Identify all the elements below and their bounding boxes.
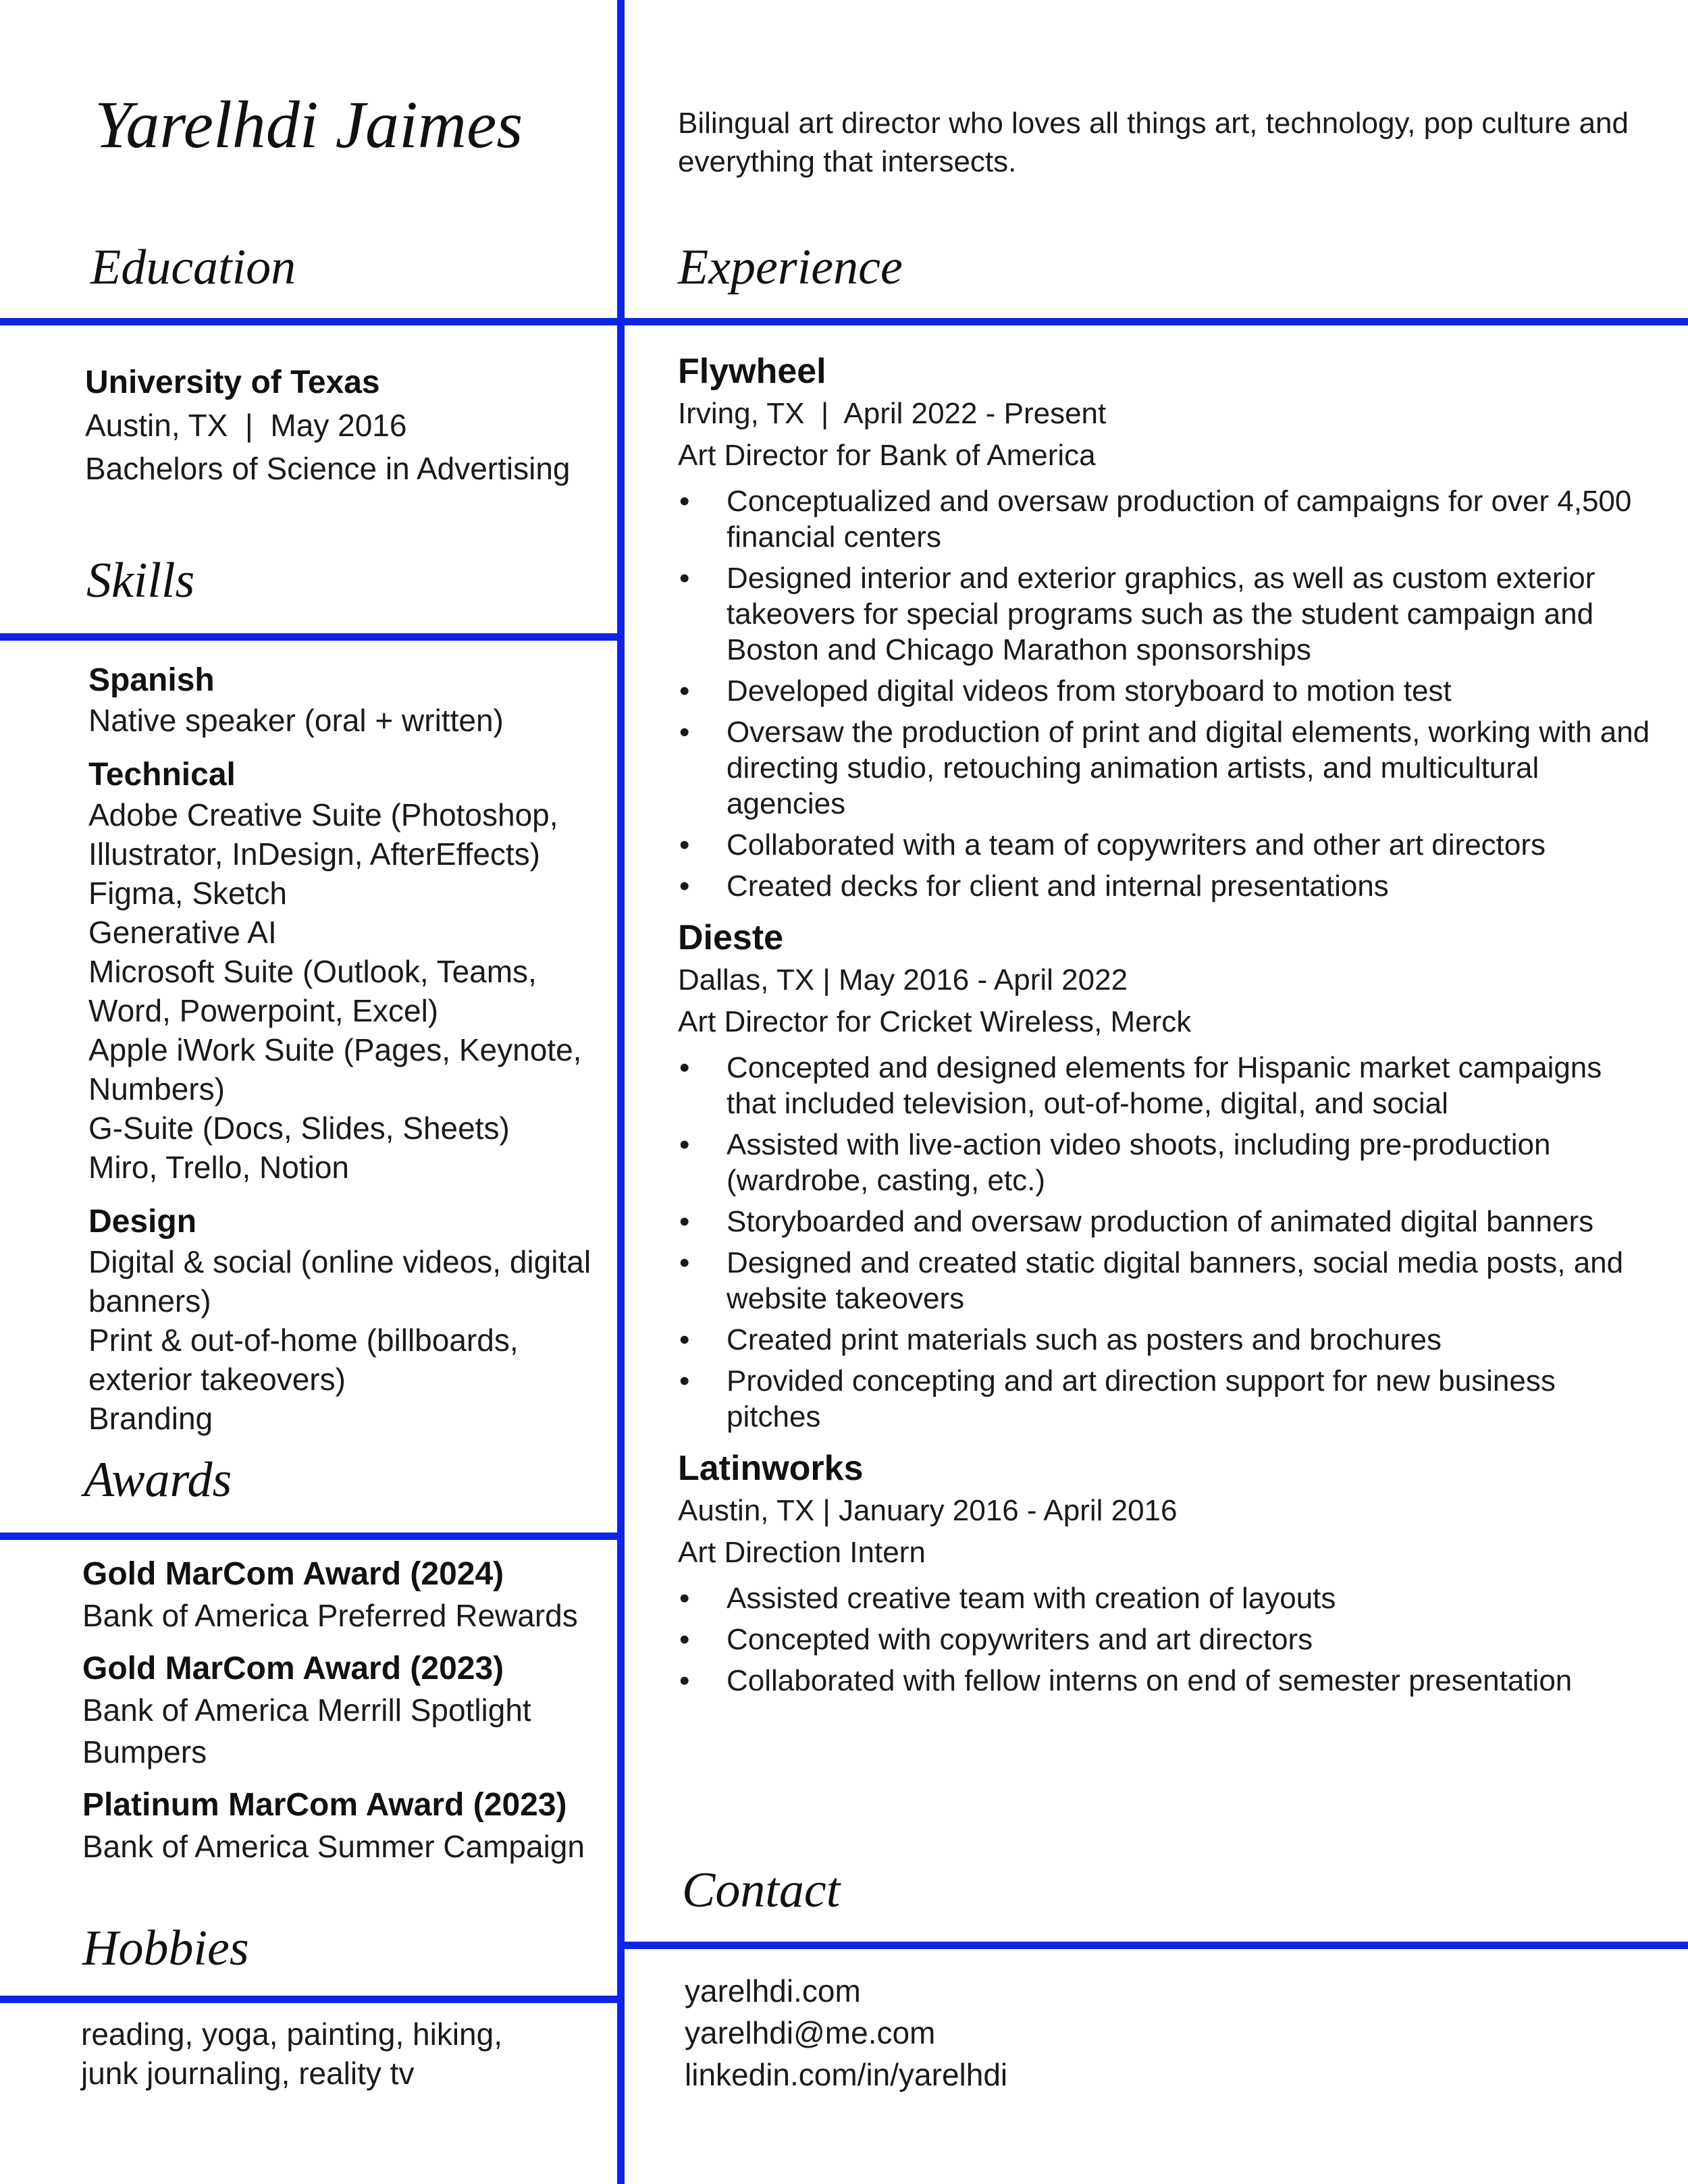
skill-line: Adobe Creative Suite (Photoshop, Illustrator, InDesign, AfterEffects)	[88, 797, 558, 872]
bullet-text: Concepted with copywriters and art directors	[727, 1623, 1313, 1656]
skill-line: Native speaker (oral + written)	[88, 703, 504, 738]
job-flywheel	[678, 350, 1650, 904]
education-heading: Education	[90, 240, 296, 295]
bullet-dot: •	[679, 1664, 690, 1697]
skill-group-title: Design	[88, 1204, 197, 1240]
bullet-text: Assisted creative team with creation of layouts	[727, 1582, 1336, 1615]
job-bullets	[678, 1050, 1650, 1435]
job-company: Latinworks	[678, 1449, 864, 1488]
bullet-item	[678, 1622, 1650, 1657]
job-role: Art Director for Cricket Wireless, Merck	[678, 1005, 1192, 1038]
job-role: Art Direction Intern	[678, 1536, 926, 1569]
job-location-date: Austin, TX | January 2016 - April 2016	[678, 1494, 1178, 1527]
job-company: Flywheel	[678, 352, 826, 391]
bullet-text: Created decks for client and internal presentations	[727, 870, 1389, 903]
school-name: University of Texas	[85, 365, 380, 400]
summary: Bilingual art director who loves all things art, technology, pop culture and everything that intersects.	[678, 107, 1629, 178]
job-location-date: Dallas, TX | May 2016 - April 2022	[678, 963, 1128, 996]
bullet-item	[678, 673, 1650, 709]
bullet-dot: •	[679, 828, 690, 861]
contact-linkedin[interactable]: linkedin.com/in/yarelhdi	[685, 2057, 1008, 2092]
award-item	[82, 1649, 609, 1773]
skill-line: Miro, Trello, Notion	[88, 1150, 350, 1185]
job-location-date: Irving, TX | April 2022 - Present	[678, 397, 1107, 430]
skill-line: Apple iWork Suite (Pages, Keynote, Numbers)	[88, 1032, 582, 1107]
contact-website[interactable]: yarelhdi.com	[685, 1973, 861, 2008]
bullet-text: Designed and created static digital banners, social media posts, and website takeovers	[727, 1246, 1624, 1315]
bullet-item	[678, 1363, 1650, 1435]
award-title: Gold MarCom Award (2023)	[82, 1651, 504, 1686]
bullet-item	[678, 1050, 1650, 1121]
contact-rule	[620, 1942, 1688, 1949]
award-item	[82, 1785, 609, 1867]
bullet-text: Storyboarded and oversaw production of animated digital banners	[727, 1205, 1594, 1238]
bullet-text: Created print materials such as posters and brochures	[727, 1323, 1442, 1356]
skill-line: G-Suite (Docs, Slides, Sheets)	[88, 1111, 510, 1146]
bullet-item	[678, 1245, 1650, 1316]
skill-group-spanish	[88, 660, 608, 740]
skills-heading: Skills	[86, 553, 195, 608]
award-desc: Bank of America Merrill Spotlight Bumpers	[82, 1693, 531, 1769]
job-bullets	[678, 1580, 1650, 1699]
bullet-item	[678, 1663, 1650, 1699]
skill-group-design	[88, 1202, 608, 1438]
bullet-dot: •	[679, 870, 690, 903]
contact-heading: Contact	[682, 1863, 841, 1918]
bullet-text: Assisted with live-action video shoots, including pre-production (wardrobe, casting, etc.)	[727, 1128, 1551, 1197]
award-desc: Bank of America Summer Campaign	[82, 1829, 585, 1864]
degree: Bachelors of Science in Advertising	[85, 451, 571, 486]
bullet-dot: •	[679, 674, 690, 708]
bullet-item	[678, 827, 1650, 863]
award-item	[82, 1554, 609, 1636]
school-location-date: Austin, TX | May 2016	[85, 408, 407, 443]
bullet-dot: •	[679, 716, 690, 749]
contact-section	[685, 1970, 1495, 2096]
bullet-dot: •	[679, 485, 690, 518]
award-title: Gold MarCom Award (2024)	[82, 1556, 504, 1592]
bullet-text: Designed interior and exterior graphics, as well as custom exterior takeovers for special programs such as the student campaign and Boston and Chicago Marathon sponsorships	[727, 562, 1595, 666]
bullet-dot: •	[679, 1051, 690, 1084]
bullet-text: Collaborated with a team of copywriters and other art directors	[727, 828, 1546, 861]
award-desc: Bank of America Preferred Rewards	[82, 1598, 578, 1633]
bullet-dot: •	[679, 1205, 690, 1238]
bullet-dot: •	[679, 1364, 690, 1397]
bullet-item	[678, 1204, 1650, 1240]
skill-group-title: Spanish	[88, 662, 215, 698]
skill-line: Microsoft Suite (Outlook, Teams, Word, Powerpoint, Excel)	[88, 954, 537, 1028]
bullet-text: Concepted and designed elements for Hispanic market campaigns that included television, out-of-home, digital, and social	[727, 1051, 1602, 1120]
job-latinworks	[678, 1447, 1650, 1699]
bullet-text: Conceptualized and oversaw production of campaigns for over 4,500 financial centers	[727, 485, 1632, 554]
bullet-text: Collaborated with fellow interns on end of semester presentation	[727, 1664, 1573, 1697]
bullet-text: Oversaw the production of print and digital elements, working with and directing studio, retouching animation artists, and multicultural agencies	[727, 716, 1650, 820]
awards-heading: Awards	[84, 1452, 232, 1508]
experience-section	[678, 350, 1650, 1704]
education-section	[85, 363, 598, 485]
hobbies-heading: Hobbies	[82, 1921, 249, 1976]
skill-group-technical	[88, 755, 608, 1187]
education-experience-rule	[0, 318, 1688, 325]
skill-line: Figma, Sketch	[88, 876, 287, 911]
experience-heading: Experience	[678, 240, 903, 295]
bullet-item	[678, 714, 1650, 822]
skill-line: Digital & social (online videos, digital banners)	[88, 1244, 591, 1319]
award-title: Platinum MarCom Award (2023)	[82, 1787, 567, 1823]
awards-section	[82, 1554, 609, 1880]
candidate-name: Yarelhdi Jaimes	[95, 87, 523, 162]
skill-line: Print & out-of-home (billboards, exterior takeovers)	[88, 1323, 519, 1397]
bullet-item	[678, 483, 1650, 555]
awards-rule	[0, 1533, 620, 1540]
bullet-text: Provided concepting and art direction support for new business pitches	[727, 1364, 1556, 1433]
skills-rule	[0, 633, 620, 641]
hobbies-text: reading, yoga, painting, hiking, junk journaling, reality tv	[81, 2017, 502, 2091]
bullet-dot: •	[679, 1128, 690, 1161]
bullet-item	[678, 1580, 1650, 1616]
bullet-item	[678, 1322, 1650, 1358]
bullet-dot: •	[679, 562, 690, 595]
contact-email[interactable]: yarelhdi@me.com	[685, 2015, 936, 2050]
bullet-dot: •	[679, 1323, 690, 1356]
hobbies-rule	[0, 1996, 620, 2003]
skill-line: Branding	[88, 1401, 213, 1436]
bullet-item	[678, 560, 1650, 668]
bullet-item	[678, 1127, 1650, 1198]
job-company: Dieste	[678, 918, 784, 957]
bullet-item	[678, 868, 1650, 904]
job-bullets	[678, 483, 1650, 904]
skill-group-title: Technical	[88, 757, 236, 793]
job-role: Art Director for Bank of America	[678, 439, 1096, 472]
column-divider	[617, 0, 625, 2184]
bullet-dot: •	[679, 1623, 690, 1656]
bullet-text: Developed digital videos from storyboard to motion test	[727, 674, 1452, 708]
bullet-dot: •	[679, 1246, 690, 1279]
bullet-dot: •	[679, 1582, 690, 1615]
job-dieste	[678, 916, 1650, 1435]
skill-line: Generative AI	[88, 915, 277, 950]
skills-section	[88, 660, 608, 1453]
